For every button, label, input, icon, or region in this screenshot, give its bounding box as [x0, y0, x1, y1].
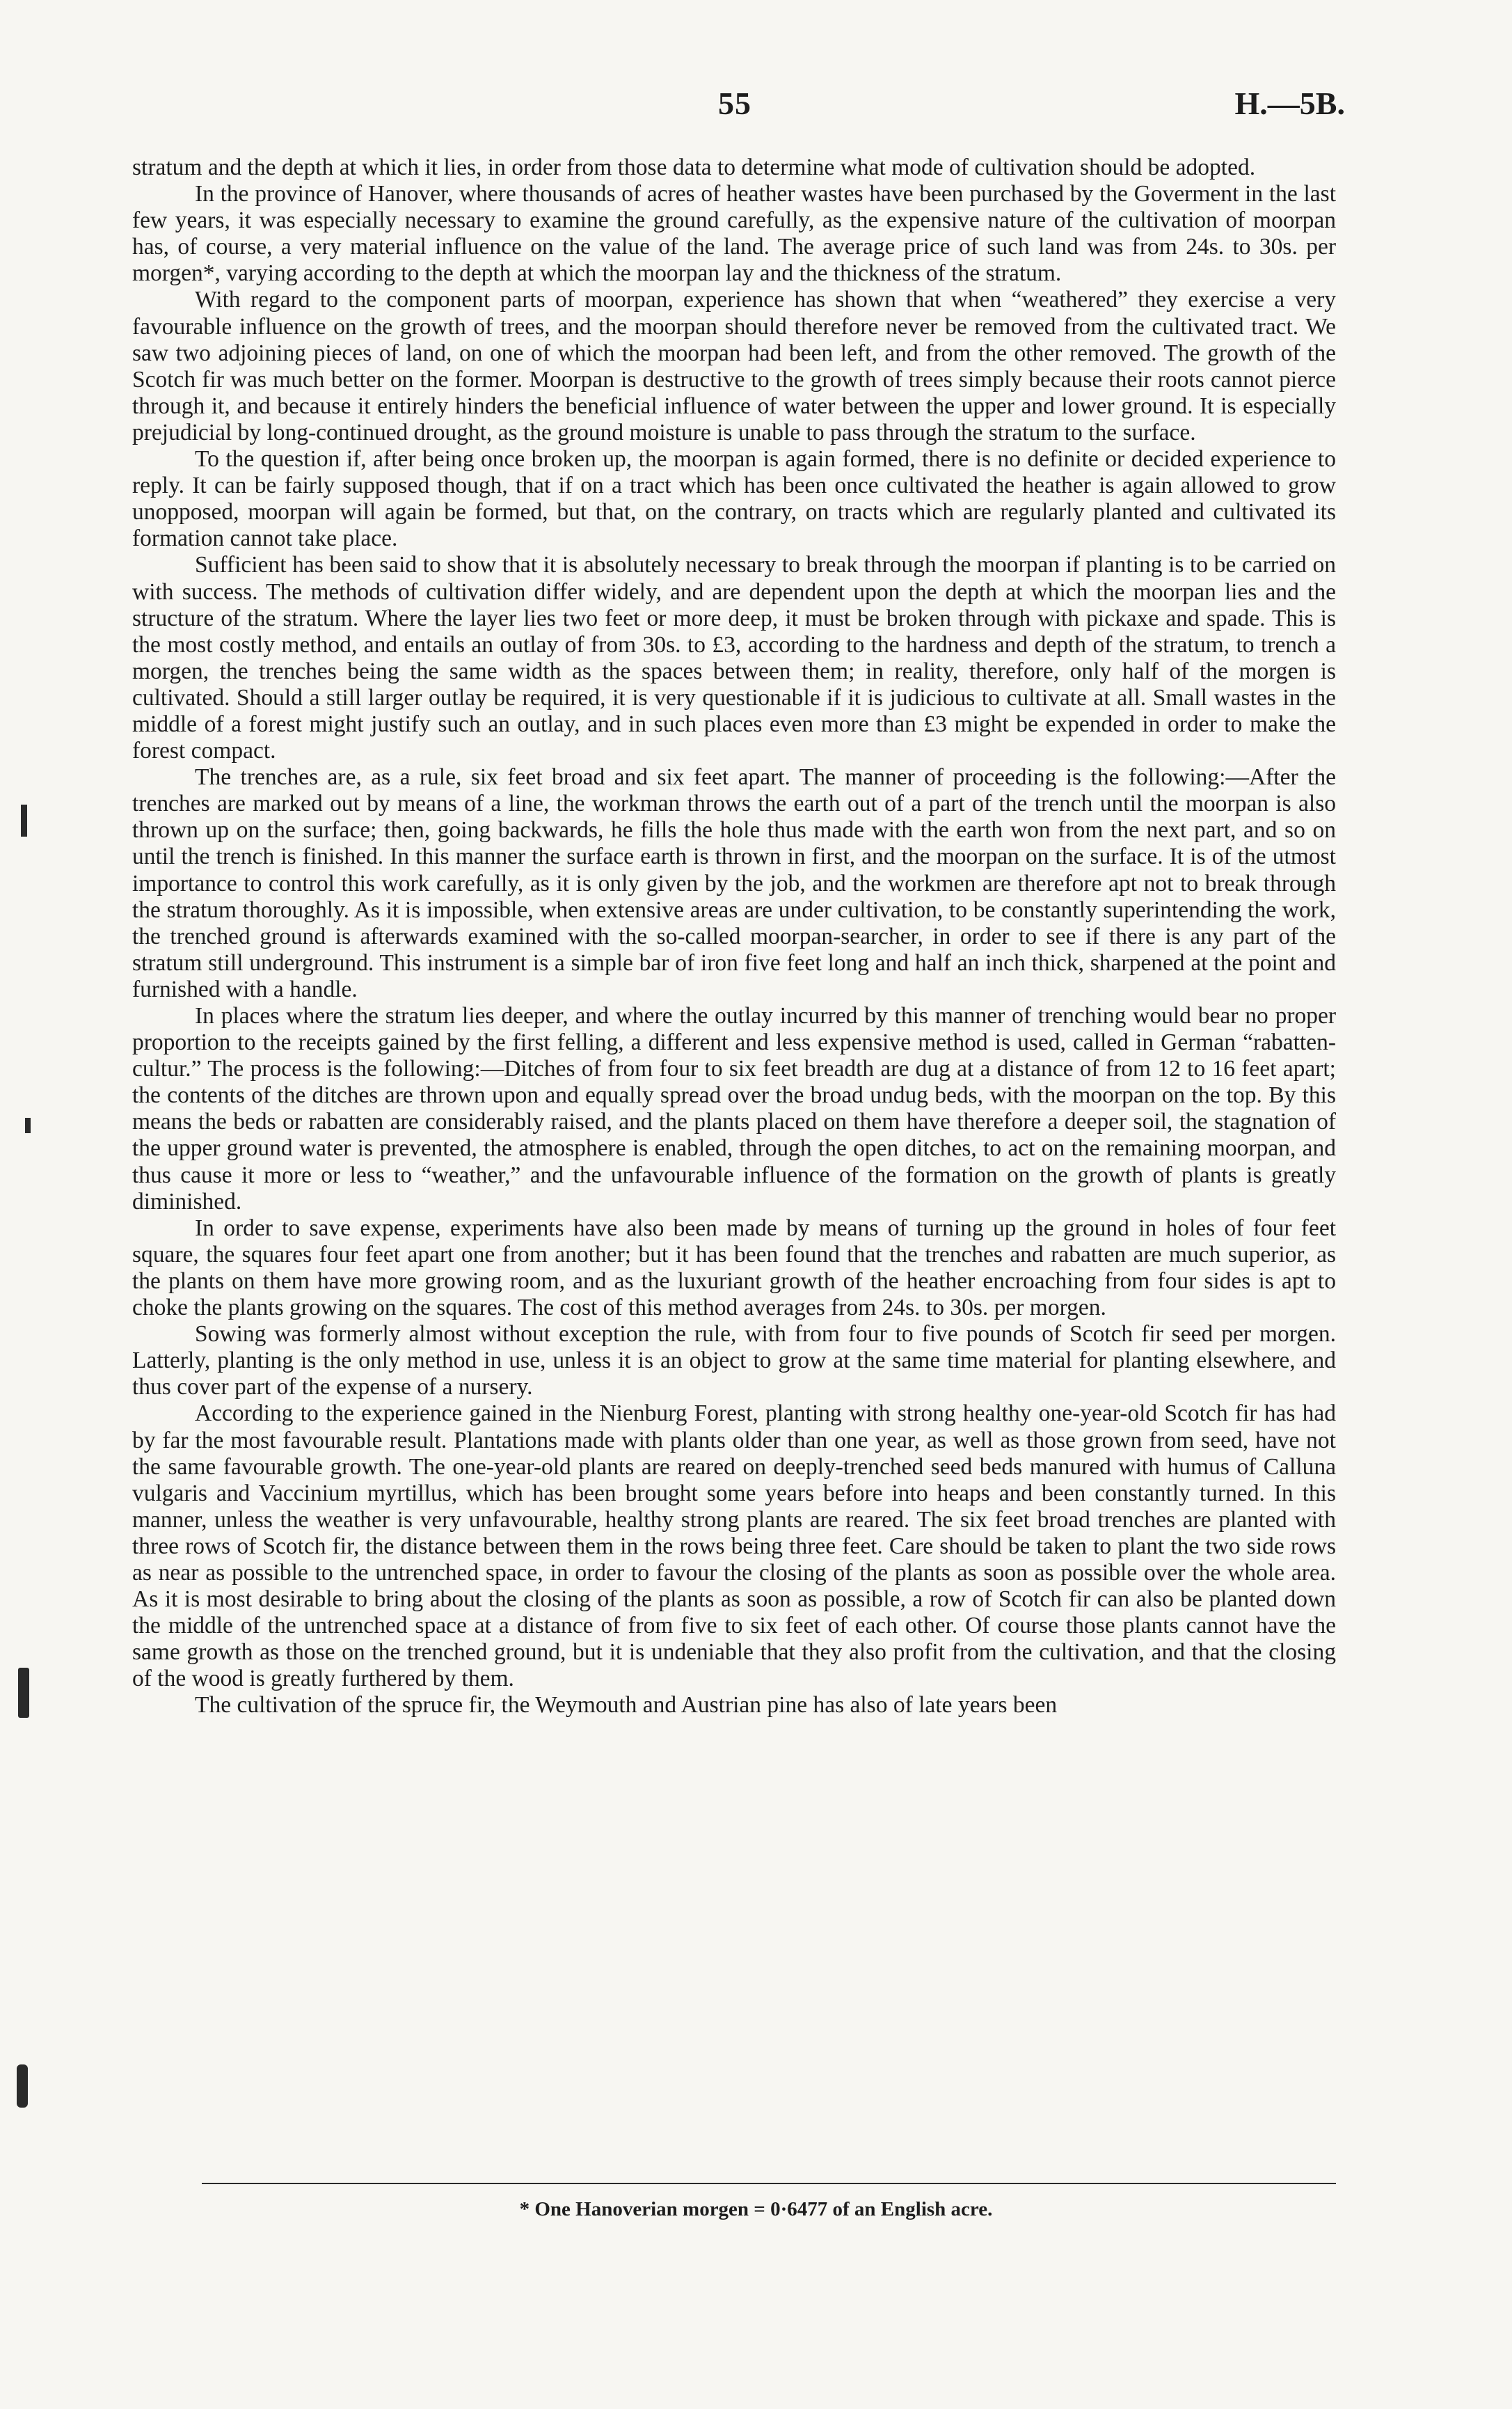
paragraph: The trenches are, as a rule, six feet broad and six feet apart. The manner of proceeding is the following:—After the trenches are marked out by means of a line, the workman throws the earth out of a part of the trench until the moorpan is also thrown up on the surface; then, going backwards, he fills the hole thus made with the earth won from the next part, and so on until the trench is finished. In this manner the surface earth is thrown in first, and the moorpan on the surface. It is of the utmost importance to control this work carefully, as it is only given by the job, and the workmen are therefore apt not to break through the stratum thoroughly. As it is impossible, when extensive areas are under cultivation, to be constantly superintending the work, the trenched ground is afterwards examined with the so-called moorpan-searcher, in order to see if there is any part of the stratum still underground. This instrument is a simple bar of iron five feet long and half an inch thick, sharpened at the point and furnished with a handle. — [132, 764, 1336, 1002]
margin-mark — [17, 2064, 28, 2108]
paragraph: Sufficient has been said to show that it is absolutely necessary to break through the moorpan if planting is to be carried on with success. The methods of cultivation differ widely, and are dependent upon the depth at which the moorpan lies and the structure of the stratum. Where the layer lies two feet or more deep, it must be broken through with pickaxe and spade. This is the most costly method, and entails an outlay of from 30s. to £3, according to the hardness and depth of the stratum, to trench a morgen, the trenches being the same width as the spaces between them; in reality, therefore, only half of the morgen is cultivated. Should a still larger outlay be required, it is very questionable if it is judicious to cultivate at all. Small wastes in the middle of a forest might justify such an outlay, and in such places even more than £3 might be expended in order to make the forest compact. — [132, 552, 1336, 764]
paragraph: The cultivation of the spruce fir, the Weymouth and Austrian pine has also of late years been — [195, 1692, 1058, 1719]
page-number: 55 — [718, 86, 751, 121]
paragraph: In places where the stratum lies deeper, and where the outlay incurred by this manner of trenching would bear no proper proportion to the receipts gained by the first felling, a different and less expensive method is used, called in German “rabatten-cultur.” The process is the following:—Ditches of from four to six feet breadth are dug at a distance of from 12 to 16 feet apart; the contents of the ditches are thrown upon and equally spread over the broad undug beds, with the moorpan on the top. By this means the beds or rabatten are considerably raised, and the plants placed on them have therefore a deeper soil, the stagnation of the upper ground water is prevented, the atmosphere is enabled, through the open ditches, to act on the remaining moorpan, and thus cause it more or less to “weather,” and the unfavourable influence of the formation on the growth of plants is greatly diminished. — [132, 1003, 1336, 1215]
body-text — [132, 155, 1336, 1719]
margin-mark — [18, 1668, 29, 1718]
margin-mark — [21, 805, 27, 837]
document-reference: H.—5B. — [1234, 86, 1345, 121]
paragraph: Sowing was formerly almost without exception the rule, with from four to five pounds of Scotch fir seed per morgen. Latterly, planting is the only method in use, unless it is an object to grow at the same time material for planting elsewhere, and thus cover part of the expense of a nursery. — [132, 1321, 1336, 1400]
paragraph: stratum and the depth at which it lies, in order from those data to determine what mode of cultivation should be adopted. — [132, 155, 1256, 180]
footnote: * One Hanoverian morgen = 0·6477 of an English acre. — [519, 2198, 993, 2220]
footnote-divider — [202, 2183, 1336, 2184]
margin-mark — [25, 1118, 31, 1133]
paragraph: According to the experience gained in the Nienburg Forest, planting with strong healthy one-year-old Scotch fir has had by far the most favourable result. Plantations made with plants older than one year, as well as those grown from seed, have not the same favourable growth. The one-year-old plants are reared on deeply-trenched seed beds manured with humus of Calluna vulgaris and Vaccinium myrtillus, which has been brought some years before into heaps and been constantly turned. In this manner, unless the weather is very unfavourable, healthy strong plants are reared. The six feet broad trenches are planted with three rows of Scotch fir, the distance between them in the rows being three feet. Care should be taken to plant the two side rows as near as possible to the untrenched space, in order to favour the closing of the plants as soon as possible over the whole area. As it is most desirable to bring about the closing of the plants as soon as possible, a row of Scotch fir can also be planted down the middle of the untrenched space at a distance of from five to six feet of each other. Of course those plants cannot have the same growth as those on the trenched ground, but it is undeniable that they also profit from the cultivation, and that the closing of the wood is greatly furthered by them. — [132, 1400, 1336, 1692]
paragraph: To the question if, after being once broken up, the moorpan is again formed, there is no definite or decided experience to reply. It can be fairly supposed though, that if on a tract which has been once cultivated the heather is again allowed to grow unopposed, moorpan will again be formed, but that, on the contrary, on tracts which are regularly planted and cultivated its formation cannot take place. — [132, 446, 1336, 552]
paragraph: In the province of Hanover, where thousands of acres of heather wastes have been purchased by the Goverment in the last few years, it was especially necessary to examine the ground carefully, as the expensive nature of the cultivation of moorpan has, of course, a very material influence on the value of the land. The average price of such land was from 24s. to 30s. per morgen*, varying according to the depth at which the moorpan lay and the thickness of the stratum. — [132, 181, 1336, 287]
paragraph: In order to save expense, experiments have also been made by means of turning up the ground in holes of four feet square, the squares four feet apart one from another; but it has been found that the trenches and rabatten are much superior, as the plants on them have more growing room, and as the luxuriant growth of the heather encroaching from four sides is apt to choke the plants growing on the squares. The cost of this method averages from 24s. to 30s. per morgen. — [132, 1215, 1336, 1321]
paragraph: With regard to the component parts of moorpan, experience has shown that when “weathered” they exercise a very favourable influence on the growth of trees, and the moorpan should therefore never be removed from the cultivated tract. We saw two adjoining pieces of land, on one of which the moorpan had been left, and from the other removed. The growth of the Scotch fir was much better on the former. Moorpan is destructive to the growth of trees simply because their roots cannot pierce through it, and because it entirely hinders the beneficial influence of water between the upper and lower ground. It is especially prejudicial by long-continued drought, as the ground moisture is unable to pass through the stratum to the surface. — [132, 287, 1336, 445]
